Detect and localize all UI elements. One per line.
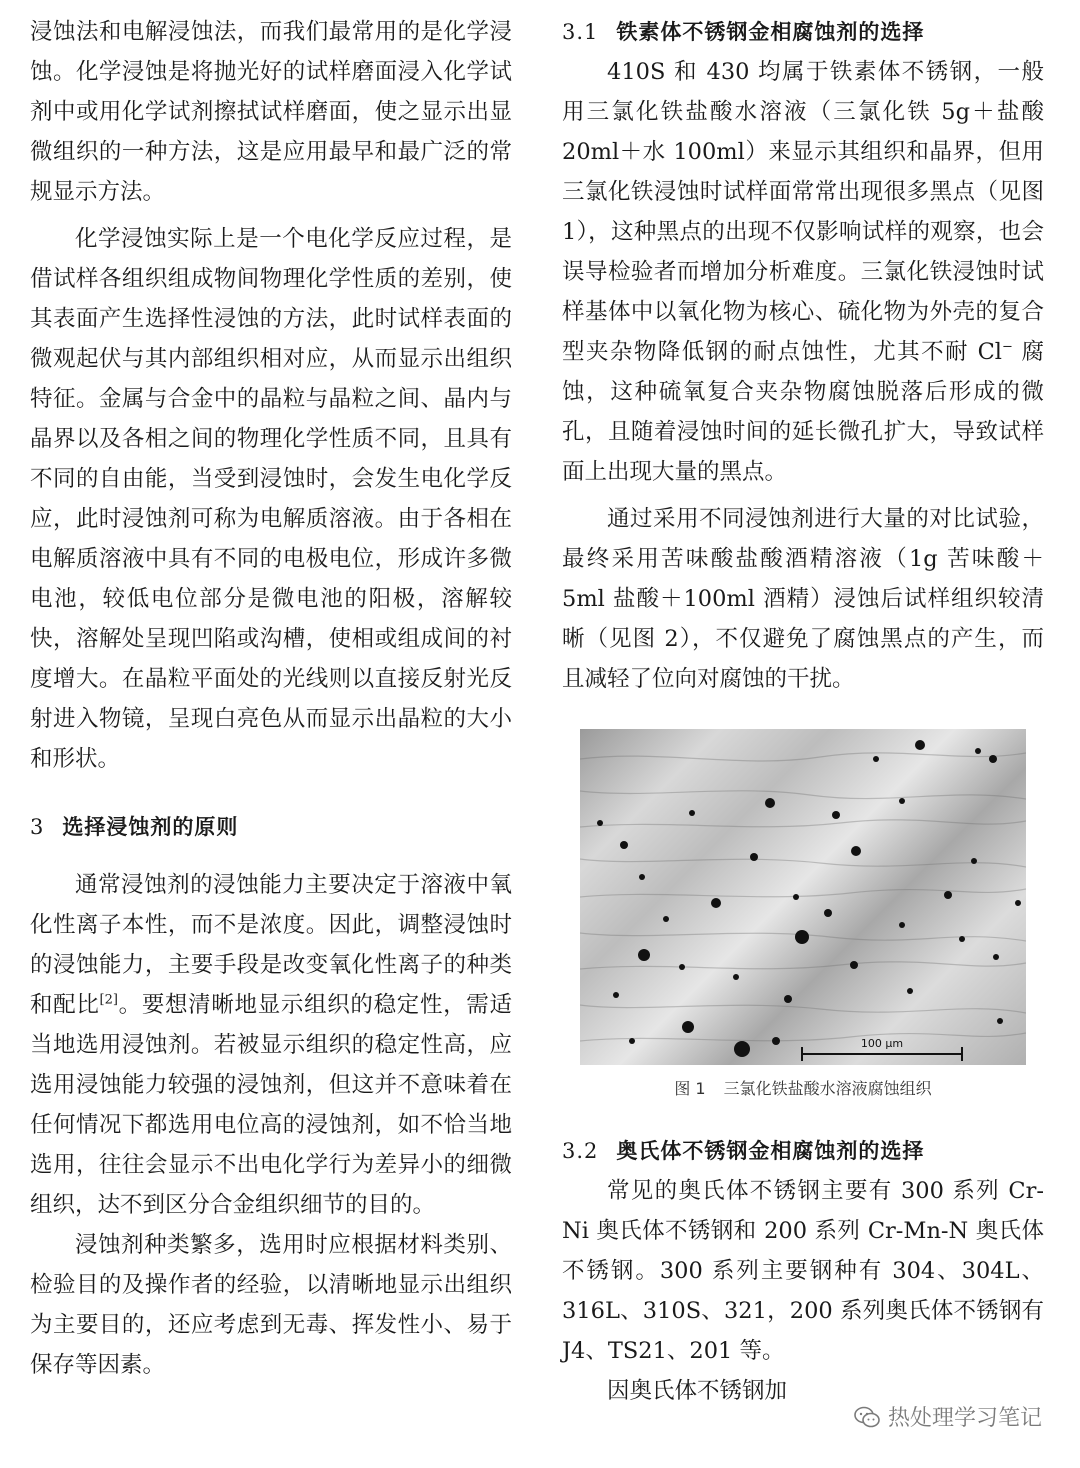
citation-ref[interactable]: [2] bbox=[99, 992, 118, 1008]
paragraph-etchant-selection: 浸蚀剂种类繁多，选用时应根据材料类别、检验目的及操作者的经验，以清晰地显示出组织为主要目的，还应考虑到无毒、挥发性小、易于保存等因素。 bbox=[30, 1232, 512, 1378]
paragraph-etchant-ability: 通常浸蚀剂的浸蚀能力主要决定于溶液中氧化性离子本性，而不是浓度。因此，调整浸蚀时的浸蚀能力，主要手段是改变氧化性离子的种类和配比[2]。要想清晰地显示组织的稳定性，需适当地选用浸蚀剂。若被显示组织的稳定性高，应选用浸蚀能力较强的浸蚀剂，但这并不意味着在任何情况下都选用电位高的浸蚀剂，如不恰当地选用，往往会显示不出电化学行为差异小的细微组织，达不到区分合金组织细节的目的。 bbox=[30, 872, 512, 1218]
section-3-heading bbox=[30, 807, 512, 847]
figure-1-number: 图 1 bbox=[674, 1079, 706, 1098]
figure-1-caption bbox=[562, 1077, 1044, 1101]
micrograph-image bbox=[580, 729, 1026, 1065]
watermark bbox=[850, 1399, 1046, 1434]
section-3-2-heading bbox=[562, 1131, 1044, 1171]
micrograph-figure-1 bbox=[580, 729, 1026, 1065]
section-3-1-number: 3.1 bbox=[562, 20, 599, 44]
paragraph-etching-methods: 浸蚀法和电解浸蚀法，而我们最常用的是化学浸蚀。化学浸蚀是将抛光好的试样磨面浸入化学试剂中或用化学试剂擦拭试样磨面，使之显示出显微组织的一种方法，这是应用最早和最广泛的常规显示方法。 bbox=[30, 19, 512, 205]
section-3-1-heading bbox=[562, 12, 1044, 52]
section-3-number: 3 bbox=[30, 815, 45, 839]
right-column bbox=[562, 12, 1044, 1411]
figure-1-caption-text: 三氯化铁盐酸水溶液腐蚀组织 bbox=[723, 1079, 932, 1098]
section-3-title: 选择浸蚀剂的原则 bbox=[62, 815, 239, 839]
watermark-text: 热处理学习笔记 bbox=[887, 1406, 1042, 1431]
section-3-2-title: 奥氏体不锈钢金相腐蚀剂的选择 bbox=[616, 1139, 925, 1163]
left-column bbox=[30, 12, 512, 1385]
section-3-2-number: 3.2 bbox=[562, 1139, 599, 1163]
wechat-icon bbox=[854, 1406, 880, 1428]
section-3-1-title: 铁素体不锈钢金相腐蚀剂的选择 bbox=[616, 20, 925, 44]
scale-bar-label: 100 μm bbox=[860, 1037, 904, 1050]
paragraph-picric-acid: 通过采用不同浸蚀剂进行大量的对比试验，最终采用苦味酸盐酸酒精溶液（1g 苦味酸＋5ml 盐酸＋100ml 酒精）浸蚀后试样组织较清晰（见图 2），不仅避免了腐蚀黑点的产生，而且减轻了位向对腐蚀的干扰。 bbox=[562, 506, 1044, 692]
paragraph-electrochemical: 化学浸蚀实际上是一个电化学反应过程，是借试样各组织组成物间物理化学性质的差别，使其表面产生选择性浸蚀的方法，此时试样表面的微观起伏与其内部组织相对应，从而显示出组织特征。金属与合金中的晶粒与晶粒之间、晶内与晶界以及各相之间的物理化学性质不同，且具有不同的自由能，当受到浸蚀时，会发生电化学反应，此时浸蚀剂可称为电解质溶液。由于各相在电解质溶液中具有不同的电极电位，形成许多微电池，较低电位部分是微电池的阳极，溶解较快，溶解处呈现凹陷或沟槽，使相或组成间的衬度增大。在晶粒平面处的光线则以直接反射光反射进入物镜，呈现白亮色从而显示出晶粒的大小和形状。 bbox=[30, 226, 512, 772]
paragraph-austenitic: 常见的奥氏体不锈钢主要有 300 系列 Cr-Ni 奥氏体不锈钢和 200 系列 Cr-Mn-N 奥氏体不锈钢。300 系列主要钢种有 304、304L、316L、310S、321，200 系列奥氏体不锈钢有 J4、TS21、201 等。 bbox=[562, 1178, 1044, 1364]
paragraph-ferritic: 410S 和 430 均属于铁素体不锈钢，一般用三氯化铁盐酸水溶液（三氯化铁 5g＋盐酸 20ml＋水 100ml）来显示其组织和晶界，但用三氯化铁浸蚀时试样面常常出现很多黑点（见图 1），这种黑点的出现不仅影响试样的观察，也会误导检验者而增加分析难度。三氯化铁浸蚀时试样基体中以氧化物为核心、硫化物为外壳的复合型夹杂物降低钢的耐点蚀性，尤其不耐 Cl− 腐蚀，这种硫氧复合夹杂物腐蚀脱落后形成的微孔，且随着浸蚀时间的延长微孔扩大，导致试样面上出现大量的黑点。 bbox=[562, 59, 1044, 485]
paragraph-austenitic-continued: 因奥氏体不锈钢加 bbox=[607, 1378, 788, 1404]
